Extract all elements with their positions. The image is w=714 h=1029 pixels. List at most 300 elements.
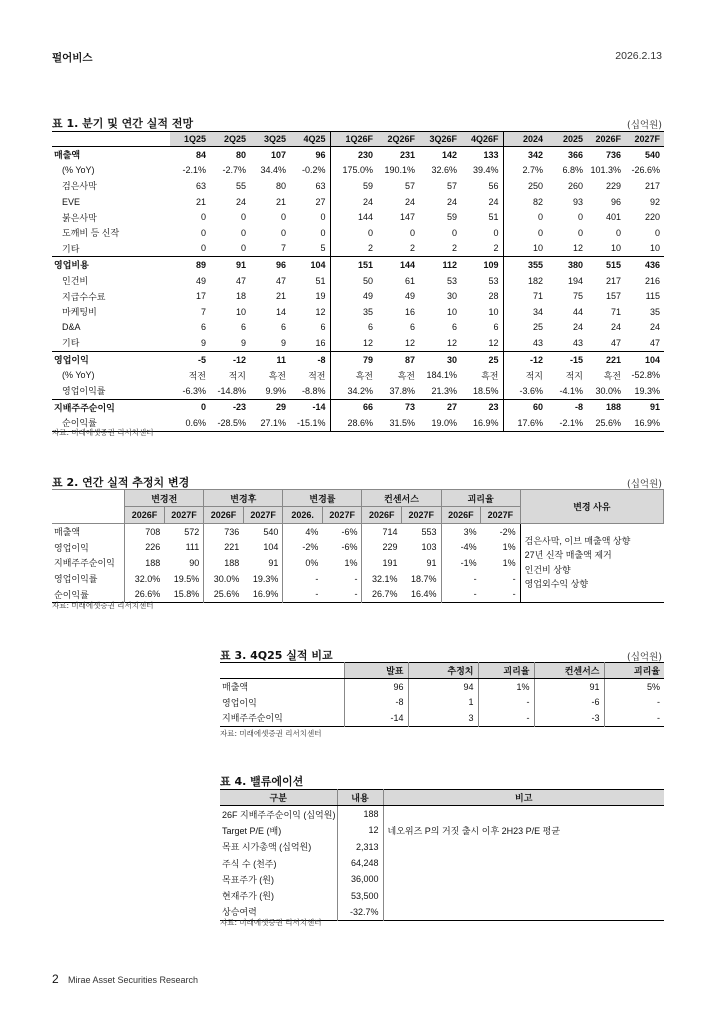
table1-col-header: 2026F [587,132,625,147]
cell-value: 71 [503,288,547,304]
cell-value: 0 [503,209,547,225]
cell-value: 6 [330,320,377,336]
table2-title: 표 2. 연간 실적 추정치 변경 [52,476,190,489]
cell-value: 51 [315,275,326,286]
cell-value: 0 [170,399,210,415]
table-row [52,524,664,540]
cell-value: 적지 [503,367,547,383]
row-label: 목표 시가총액 (십억원) [222,842,312,853]
cell-value: 107 [270,149,286,160]
table-row [220,871,664,887]
reason-line: 검은사막, 이브 매출액 상향 [524,535,631,546]
cell-value: 147 [399,212,415,223]
row-label: 영업이익 [222,697,257,708]
table2-subcol-header: 2026F [204,507,244,524]
cell-value: 31.5% [389,417,415,428]
table1-col-header: 3Q25 [250,132,290,147]
cell-value: 18.7% [411,573,437,584]
table-row [220,679,664,695]
cell-value: 540 [263,526,279,537]
table1-corner [52,132,170,147]
cell-value: 229 [362,540,402,556]
table-row [52,399,664,415]
row-label: 도깨비 등 신작 [62,228,120,239]
cell-value: -14 [290,399,330,415]
cell-value: -28.5% [217,417,246,428]
cell-value: 36,000 [337,871,383,887]
table4-col-header: 내용 [337,790,383,806]
table1-col-header: 2024 [503,132,547,147]
table1-header-row [52,132,664,147]
cell-value: 흑전 [397,370,415,381]
cell-value: -8 [290,351,330,367]
cell-value: 553 [421,526,437,537]
table2-group-header: 컨센서스 [362,490,441,507]
cell-value: 15.8% [173,589,200,600]
table1-source: 자료: 미래에셋증권 리서치센터 [52,428,154,437]
table-row [52,288,664,304]
table4-header-row [220,790,664,806]
cell-value: 115 [645,291,660,302]
cell-value: - [604,710,664,726]
cell-value: 39.4% [472,165,499,176]
cell-value: 0 [330,225,377,241]
cell-value: 적지 [228,370,246,381]
cell-value: 10 [610,243,621,254]
row-label: D&A [62,322,81,333]
row-label: 영업이익률 [62,386,106,397]
table2-subcol-header: 2026. [283,507,323,524]
cell-value: 35 [330,304,377,320]
cell-value: 25.6% [595,417,621,428]
cell-value: 10 [503,241,547,257]
cell-value: - [512,573,516,584]
table-row [52,335,664,351]
table2-group-header: 변경전 [125,490,204,507]
cell-value: 221 [587,351,625,367]
cell-value: 16 [315,337,326,348]
cell-value: -52.8% [631,370,660,381]
table-row [220,695,664,711]
cell-value: 27 [315,196,326,207]
cell-value: 3 [408,710,478,726]
cell-value: 96 [344,679,408,695]
cell-value: 0 [200,243,206,254]
cell-value: 12 [404,337,415,348]
cell-value: -2.1% [182,165,206,176]
cell-value: 51 [488,212,499,223]
cell-value: 24 [404,196,415,207]
cell-value: 1% [344,557,358,568]
row-label: 현재주가 (원) [222,891,274,902]
cell-value: 226 [125,540,165,556]
cell-value: 80 [275,180,286,191]
cell-note [383,871,664,887]
cell-value: 6 [493,322,499,333]
cell-value: -1% [441,555,481,571]
cell-value: 24 [649,322,660,333]
cell-value: 21 [275,196,286,207]
row-label: 영업이익률 [54,574,98,585]
cell-value: 0 [503,225,547,241]
cell-value: 적전 [308,370,326,381]
table-row [220,839,664,855]
cell-value: 28 [488,291,499,302]
row-label: 지급수수료 [62,291,106,302]
cell-value: 57 [446,180,457,191]
table1-col-header: 2025 [547,132,587,147]
table2-group-header: 괴리율 [441,490,520,507]
cell-value: 30.0% [204,571,244,587]
cell-value: -26.6% [631,165,660,176]
table2-group-row [52,490,664,507]
cell-value: -6% [341,542,358,553]
cell-value: 112 [419,257,461,273]
cell-value: 2,313 [337,839,383,855]
cell-value: -3.6% [503,383,547,399]
cell-value: 4% [283,524,323,540]
cell-value: 401 [605,212,621,223]
row-label: 지배주주순이익 [222,713,283,724]
cell-value: 16.9% [634,417,660,428]
cell-value: 6 [280,322,286,333]
cell-value: 5 [320,243,326,254]
cell-value: 26.6% [125,586,165,602]
cell-value: 30 [446,291,457,302]
cell-value: 23 [461,399,503,415]
cell-value: 0 [280,212,286,223]
cell-value: 157 [605,291,621,302]
table3-unit: (십억원) [627,652,662,663]
cell-value: 32.1% [362,571,402,587]
cell-value: 흑전 [268,370,286,381]
cell-value: 24 [330,194,377,210]
cell-value: 194 [567,275,583,286]
cell-value: 1% [478,679,534,695]
cell-value: 49 [195,275,206,286]
cell-value: -6% [341,526,358,537]
cell-value: 260 [567,180,583,191]
table3-title: 표 3. 4Q25 실적 비교 [220,649,333,662]
table-row [220,822,664,838]
cell-value: 35 [649,306,660,317]
cell-value: 96 [315,149,326,160]
cell-value: 0 [320,227,326,238]
table2-subcol-header: 2026F [362,507,402,524]
table1-col-header: 2Q25 [210,132,250,147]
cell-value: 96 [250,257,290,273]
cell-value: 75 [572,291,583,302]
cell-value: 57 [404,180,415,191]
cell-value: 103 [421,542,437,553]
reason-line: 27년 신작 매출액 제거 [524,550,612,561]
table1-col-header: 4Q25 [290,132,330,147]
table-row [52,351,664,367]
cell-value: 436 [625,257,664,273]
cell-value: 184.1% [426,370,457,381]
cell-value: -15.1% [296,417,326,428]
cell-value: 2 [451,243,457,254]
cell-value: - [604,695,664,711]
cell-value: 91 [534,679,604,695]
cell-value: 188 [125,555,165,571]
cell-value: 21.3% [431,385,457,396]
table-row [220,855,664,871]
row-label: 붉은사막 [62,212,97,223]
cell-value: 47 [610,337,621,348]
table1-quarterly-annual-forecast [52,131,664,432]
table-row [52,178,664,194]
cell-value: 91 [426,557,437,568]
cell-value: 흑전 [330,367,377,383]
table1-col-header: 3Q26F [419,132,461,147]
cell-value: 84 [195,149,206,160]
page-number: 2 [52,972,59,986]
cell-value: 90 [189,557,200,568]
cell-value: 50 [330,273,377,289]
cell-value: 144 [377,257,419,273]
row-label: (% YoY) [62,370,95,381]
cell-value: 104 [263,542,279,553]
cell-value: 32.0% [125,571,165,587]
cell-value: -14.8% [217,385,246,396]
table3-col-header: 추정치 [408,663,478,679]
cell-value: 0 [200,227,206,238]
cell-value: 714 [362,524,402,540]
cell-value: 1 [408,695,478,711]
cell-value: 91 [625,399,664,415]
row-label: 인건비 [62,276,89,287]
cell-value: 18 [235,291,246,302]
row-label: 영업이익 [54,542,89,553]
cell-value: 111 [185,542,200,553]
table2-subcol-header: 2027F [243,507,283,524]
cell-value: 144 [330,209,377,225]
cell-value: 94 [408,679,478,695]
cell-value: 91 [210,257,250,273]
report-date: 2026.2.13 [615,50,662,62]
cell-value: 12 [488,337,499,348]
table1-col-header: 1Q25 [170,132,210,147]
cell-value: 53,500 [337,887,383,903]
table3-corner [220,663,344,679]
cell-value: -5 [170,351,210,367]
cell-value: 6.8% [562,165,583,176]
cell-value: 2.7% [503,163,547,179]
cell-value: 12 [572,243,583,254]
table4-col-header: 비고 [383,790,664,806]
cell-value: 0 [615,227,621,238]
cell-value: 30.0% [595,385,621,396]
cell-value: 736 [605,149,621,160]
footer-text: Mirae Asset Securities Research [68,975,199,985]
row-label: 26F 지배주주순이익 (십억원) [222,809,336,820]
row-label: 순이익률 [62,418,97,429]
cell-value: 0 [320,212,326,223]
cell-value: -6.3% [182,385,206,396]
cell-value: 47 [649,337,660,348]
cell-value: 25 [461,351,503,367]
cell-value: 2 [493,243,499,254]
cell-value: 26.7% [362,586,402,602]
cell-value: 79 [330,351,377,367]
cell-value: 1% [502,542,516,553]
cell-value: 56 [488,180,499,191]
cell-value: -23 [210,399,250,415]
cell-value: 18.5% [472,385,499,396]
cell-value: 7 [200,306,206,317]
cell-value: 101.3% [590,165,621,176]
cell-value: 0.6% [185,417,206,428]
cell-value: 24 [446,196,457,207]
cell-value: 53 [488,275,499,286]
table-row [52,163,664,179]
table1-col-header: 2027F [625,132,664,147]
cell-value: 89 [170,257,210,273]
cell-value: 27.1% [260,417,286,428]
cell-value: 17.6% [503,415,547,431]
cell-value: 21 [275,291,286,302]
cell-value: 6 [320,322,326,333]
cell-value: 12 [446,337,457,348]
cell-value: 19.3% [252,573,279,584]
cell-value: 515 [587,257,625,273]
table-row [52,320,664,336]
cell-value: 0 [451,227,457,238]
cell-value: 34 [503,304,547,320]
table2-reason-header: 변경 사유 [520,490,663,524]
cell-value: -12 [210,351,250,367]
cell-value: 16.9% [252,589,279,600]
table2-subcol-header: 2027F [322,507,362,524]
cell-value: 2 [409,243,415,254]
cell-value: 14 [275,306,286,317]
cell-value: 0 [577,212,583,223]
cell-value: 24 [610,322,621,333]
cell-value: 71 [610,306,621,317]
table1-title: 표 1. 분기 및 연간 실적 전망 [52,117,194,130]
change-reasons [520,524,663,603]
cell-value: 572 [184,526,200,537]
cell-value: 적전 [188,370,206,381]
cell-value: -14 [344,710,408,726]
table3-col-header: 발표 [344,663,408,679]
cell-value: 142 [441,149,457,160]
cell-value: 63 [315,180,326,191]
cell-value: 109 [461,257,503,273]
cell-value: -2.7% [222,165,246,176]
cell-value: 221 [204,540,244,556]
cell-value: 6 [409,322,415,333]
row-label: 상승여력 [222,907,257,918]
cell-value: 0 [280,227,286,238]
row-label: 목표주가 (원) [222,874,274,885]
table2-corner [52,490,125,524]
row-label: 기타 [62,338,80,349]
table-row [52,273,664,289]
cell-value: 34.4% [260,165,286,176]
row-label: 검은사막 [62,181,97,192]
cell-value: 2 [330,241,377,257]
table-row [52,367,664,383]
table-row [52,209,664,225]
cell-value: 151 [330,257,377,273]
cell-value: 0 [240,243,246,254]
cell-value: 37.8% [389,385,415,396]
cell-value: 230 [330,147,377,163]
cell-note [383,887,664,903]
cell-value: - [441,586,481,602]
row-label: 매출액 [54,527,81,538]
cell-value: -2% [499,526,516,537]
cell-value: 55 [235,180,246,191]
cell-value: 190.1% [384,165,415,176]
cell-value: 380 [547,257,587,273]
row-label: 영업비용 [52,257,170,273]
cell-value: 250 [503,178,547,194]
cell-value: 44 [572,306,583,317]
cell-value: 19.3% [634,385,660,396]
table-row [52,147,664,163]
cell-value: 59 [446,212,457,223]
cell-value: - [478,695,534,711]
cell-value: 49 [330,288,377,304]
table-row [52,194,664,210]
row-label: 매출액 [54,150,81,161]
cell-value: 10 [488,306,499,317]
table2-source: 자료: 미래에셋증권 리서치센터 [52,601,154,610]
cell-value: 191 [362,555,402,571]
cell-value: 적지 [565,370,583,381]
row-label: 지배주주순이익 [52,399,170,415]
cell-value: -15 [547,351,587,367]
cell-value: 104 [290,257,330,273]
cell-value: 0 [240,212,246,223]
table4-col-header: 구분 [220,790,337,806]
table1-col-header: 1Q26F [330,132,377,147]
table2-subcol-header: 2027F [402,507,442,524]
cell-value: -0.2% [301,165,326,176]
table4-valuation [220,789,664,921]
cell-value: 24 [572,322,583,333]
cell-value: - [283,571,323,587]
table3-4q25-comparison [220,662,664,727]
cell-value: 0% [283,555,323,571]
cell-value: 342 [503,147,547,163]
cell-value: 25.6% [204,586,244,602]
table2-subcol-header: 2027F [481,507,521,524]
cell-value: -6 [534,695,604,711]
cell-value: 93 [572,196,583,207]
cell-value: 47 [275,275,286,286]
row-label: Target P/E (배) [222,825,282,836]
cell-value: 59 [330,178,377,194]
table3-col-header: 괴리율 [604,663,664,679]
cell-value: 7 [280,243,286,254]
table1-col-header: 2Q26F [377,132,419,147]
cell-value: 10 [446,306,457,317]
table2-subcol-header: 2027F [164,507,204,524]
cell-value: - [478,710,534,726]
table3-col-header: 컨센서스 [534,663,604,679]
cell-value: 60 [503,399,547,415]
row-label: (% YoY) [62,165,95,176]
cell-value: 188 [204,555,244,571]
cell-value: 231 [399,149,415,160]
table1-col-header: 4Q26F [461,132,503,147]
cell-value: -32.7% [337,904,383,921]
cell-value: 188 [587,399,625,415]
